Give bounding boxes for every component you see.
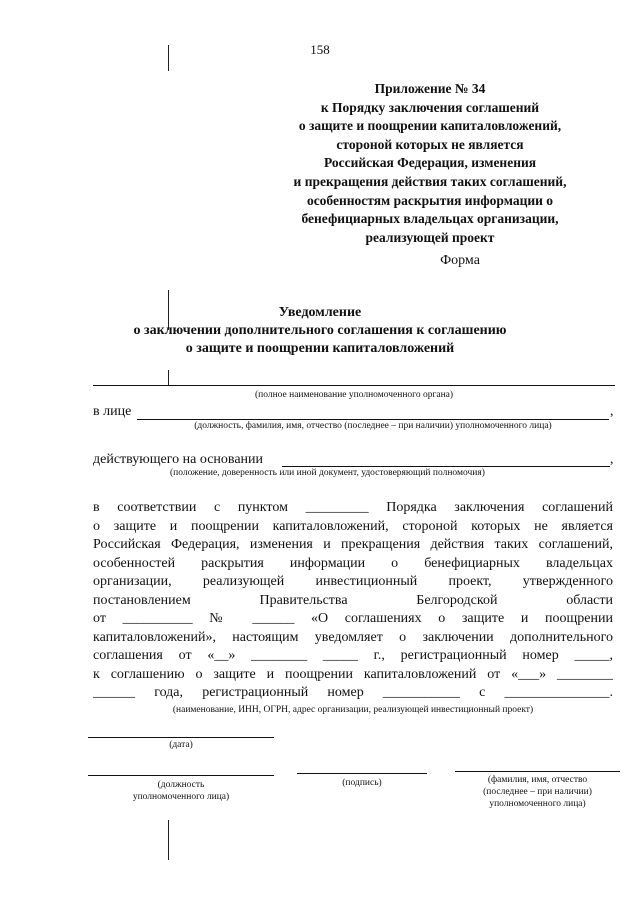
- scan-mark: [168, 820, 169, 860]
- in-person-caption: (должность, фамилия, имя, отчество (последнее – при наличии) уполномоченного лица): [194, 421, 552, 431]
- position-caption-line: (должность: [157, 780, 205, 790]
- in-person-label: в лице: [93, 404, 132, 419]
- appendix-line: Российская Федерация, изменения: [323, 155, 537, 171]
- body-line: к соглашению о защите и поощрении капиталовложений от «___» ________: [93, 666, 613, 682]
- date-caption: (дата): [169, 740, 193, 750]
- date-field[interactable]: [88, 737, 274, 738]
- body-line: постановлением Правительства Белгородской области: [93, 592, 613, 608]
- body-line: особенностей раскрытия информации о бенефициарных владельцах: [93, 555, 613, 571]
- document-title: [0, 304, 640, 358]
- appendix-line: Приложение № 34: [374, 81, 486, 96]
- form-label: Форма: [440, 253, 480, 268]
- signature-caption: (подпись): [342, 778, 382, 788]
- name-caption-line: (последнее – при наличии): [483, 787, 592, 797]
- comma: ,: [610, 404, 614, 419]
- body-line: от __________ № ______ «О соглашениях о защите и поощрении: [93, 611, 613, 626]
- body-line: ______ года, регистрационный номер ___________ с _______________.: [93, 685, 613, 700]
- in-person-field[interactable]: [137, 419, 609, 420]
- body-line: организации, реализующей инвестиционный проект, утвержденного: [93, 574, 613, 589]
- body-line: соглашения от «__» ________ _____ г., регистрационный номер _____,: [93, 648, 613, 663]
- basis-label: действующего на основании: [93, 452, 264, 467]
- position-field[interactable]: [88, 775, 274, 776]
- signature-field[interactable]: [297, 773, 427, 774]
- name-caption-line: (фамилия, имя, отчество: [487, 775, 588, 785]
- appendix-line: реализующей проект: [365, 229, 495, 245]
- title-line-3: о защите и поощрении капиталовложений: [185, 341, 455, 356]
- name-field[interactable]: [455, 771, 620, 772]
- title-line-2: о заключении дополнительного соглашения к соглашению: [133, 323, 507, 338]
- name-caption-line: уполномоченного лица): [489, 799, 586, 809]
- position-caption-line: уполномоченного лица): [132, 792, 230, 802]
- page-number: 158: [310, 42, 330, 57]
- authority-field[interactable]: [93, 385, 615, 386]
- body-line: в соответствии с пунктом _________ Порядка заключения соглашений: [93, 500, 613, 515]
- comma: ,: [610, 452, 614, 467]
- body-text: [93, 499, 613, 703]
- basis-field[interactable]: [282, 466, 610, 467]
- appendix-line: стороной которых не является: [336, 136, 524, 152]
- body-line: о защите и поощрении капиталовложений, стороной которых не является: [93, 518, 613, 534]
- name-caption: [455, 774, 620, 810]
- authority-caption: (полное наименование уполномоченного органа): [254, 390, 454, 400]
- position-caption: [88, 779, 274, 803]
- org-caption: (наименование, ИНН, ОГРН, адрес организации, реализующей инвестиционный проект): [172, 705, 534, 715]
- appendix-line: особенностям раскрытия информации о: [306, 192, 554, 208]
- appendix-line: к Порядку заключения соглашений: [320, 99, 540, 115]
- appendix-header: [240, 80, 620, 247]
- body-line: Российская Федерация, изменения и прекращения действия таких соглашений,: [93, 537, 613, 552]
- body-line: капиталовложений», настоящим уведомляет о заключении дополнительного: [93, 629, 613, 645]
- appendix-line: о защите и поощрении капиталовложений,: [298, 118, 562, 134]
- scan-mark: [168, 370, 169, 386]
- title-line-1: Уведомление: [278, 305, 362, 320]
- appendix-line: бенефициарных владельцах организации,: [301, 211, 559, 227]
- basis-caption: (положение, доверенность или иной документ, удостоверяющий полномочия): [170, 468, 485, 478]
- appendix-line: и прекращения действия таких соглашений,: [293, 173, 567, 189]
